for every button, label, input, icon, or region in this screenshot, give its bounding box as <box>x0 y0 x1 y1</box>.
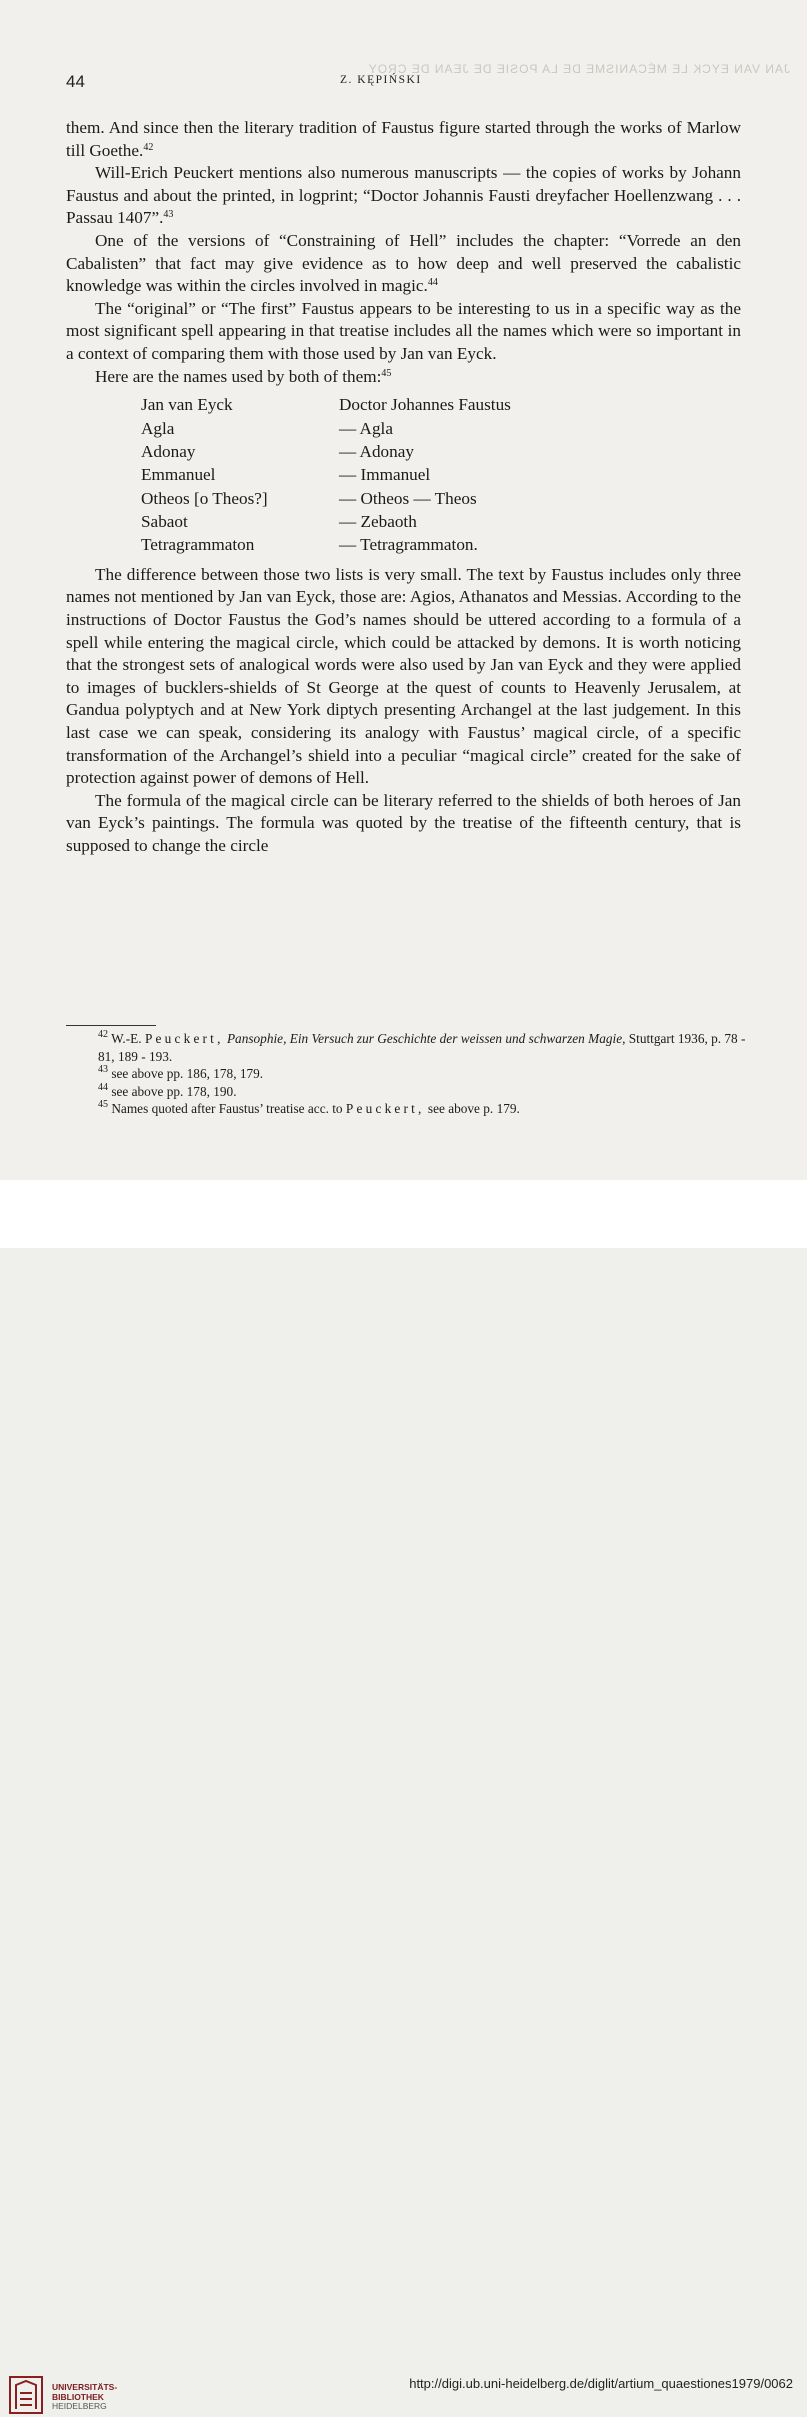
paragraph: them. And since then the literary tradition of Faustus figure started through the works of Marlow till Goethe.$^{42}$ <box>66 118 741 160</box>
faustus-name: — Otheos — Theos <box>339 488 477 508</box>
table-row <box>141 464 511 487</box>
bleed-through-text: JAN VAN EYCK LE MÉCANISME DE LA POSIE DE JEAN DE CROY <box>367 62 790 76</box>
eyck-name: Tetragrammaton <box>141 535 255 555</box>
body-text <box>66 117 741 858</box>
names-comparison-table <box>141 394 511 558</box>
paragraph: The “original” or “The first” Faustus appears to be interesting to us in a specific way as the most significant spell appearing in that treatise includes all the names which were so important in a context of comparing them with those used by Jan van Eyck. <box>66 298 741 363</box>
footnote-ref: 44 <box>427 277 438 289</box>
paragraph: The formula of the magical circle can be literary referred to the shields of both heroes of Jan van Eyck’s paintings. The formula was quoted by the treatise of the fifteenth century, that is supposed to change the circle <box>66 790 741 855</box>
faustus-name: — Zebaoth <box>339 512 417 532</box>
table-row <box>141 488 511 511</box>
paragraph: The difference between those two lists is very small. The text by Faustus includes only three names not mentioned by Jan van Eyck, those are: Agios, Athanatos and Messias. According to the instructions of Doctor Faustus the God’s names should be uttered according to a formula of a spell while entering the magical circle, which could be attacked by demons. It is worth noticing that the strongest sets of analogical words were also used by Jan van Eyck and they were applied to images of bucklers-shields of St George at the quest of counts to Heavenly Jerusalem, at Gandua polyptych and at New York diptych presenting Archangel at the last judgement. In this last case we can speak, considering its analogy with Faustus’ magical circle, of a specific transformation of the Archangel’s shield into a peculiar “magical circle” created for the sake of protection against power of demons of Hell. <box>66 564 741 788</box>
table-row <box>141 534 511 557</box>
footnote-divider <box>66 1025 156 1026</box>
library-name: UNIVERSITÄTS- BIBLIOTHEK HEIDELBERG <box>52 2382 118 2411</box>
paragraph: Here are the names used by both of them:$^{45}$ <box>95 366 392 386</box>
paragraph: One of the versions of “Constraining of Hell” includes the chapter: “Vorrede an den Cabalisten” that fact may give evidence as to how deep and well preserved the cabalistic knowledge was within the circles involved in magic.$^{44}$ <box>66 230 741 296</box>
paragraph: Will-Erich Peuckert mentions also numerous manuscripts — the copies of works by Johann Faustus and about the printed, in logprint; “Doctor Johannis Fausti dreyfacher Hoellenzwang . . . Passau 1407”.$^{43}$ <box>66 163 741 228</box>
table-row <box>141 441 511 464</box>
footnote-ref: 43 <box>163 209 174 221</box>
faustus-name: — Immanuel <box>339 465 431 485</box>
running-head: Z. KĘPIŃSKI <box>340 74 422 86</box>
footnote-43: $^{43}$ see above pp. 186, 178, 179. <box>98 1064 264 1081</box>
column-header-eyck: Jan van Eyck <box>141 395 233 415</box>
page-number: 44 <box>66 72 85 91</box>
footnote-44: $^{44}$ see above pp. 178, 190. <box>98 1081 237 1099</box>
source-url-link[interactable]: http://digi.ub.uni-heidelberg.de/diglit/artium_quaestiones1979/0062 <box>409 2376 793 2391</box>
eyck-name: Emmanuel <box>141 465 216 485</box>
faustus-name: — Agla <box>339 418 393 438</box>
footer-bar <box>0 1180 807 2411</box>
footnote-45: $^{45}$ Names quoted after Faustus’ treatise acc. to Peuckert, see above p. 179. <box>98 1099 520 1116</box>
footnote-ref: 42 <box>143 141 154 153</box>
eyck-name: Adonay <box>141 441 196 461</box>
table-row <box>141 418 511 441</box>
faustus-name: — Adonay <box>339 441 414 461</box>
footnote-ref: 45 <box>381 367 392 379</box>
table-header-row <box>141 394 511 417</box>
faustus-name: — Tetragrammaton. <box>339 535 478 555</box>
eyck-name: Sabaot <box>141 512 188 532</box>
footnotes <box>66 1030 746 1118</box>
footnote-42: $^{42}$ W.-E. Peuckert, Pansophie, Ein Versuch zur Geschichte der weissen und schwarzen Magie, Stuttgart 1936, p. 78 - 81, 189 - 193. <box>98 1029 746 1064</box>
book-page <box>0 0 807 1180</box>
university-library-logo <box>8 2373 44 2417</box>
eyck-name: Otheos [o Theos?] <box>141 488 268 508</box>
eyck-name: Agla <box>141 418 175 438</box>
column-header-faustus: Doctor Johannes Faustus <box>339 395 511 415</box>
table-row <box>141 511 511 534</box>
